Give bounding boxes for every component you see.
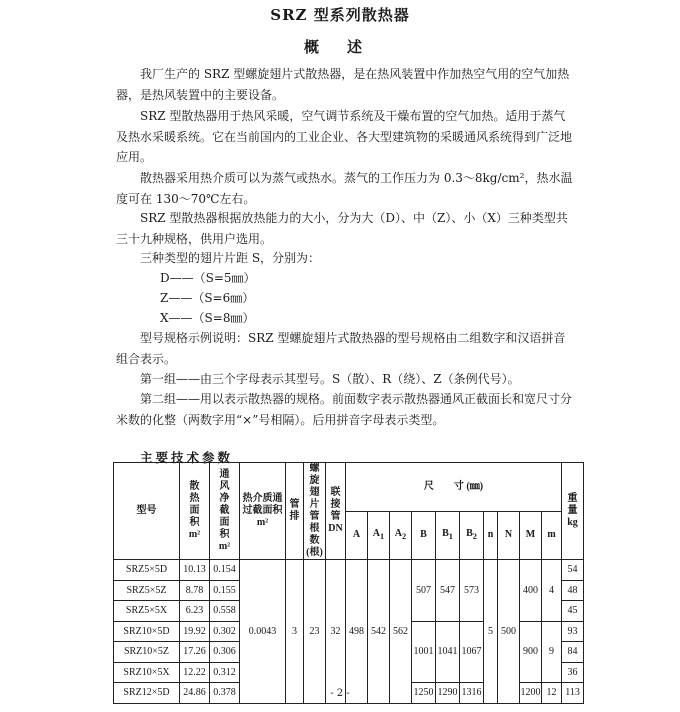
cell-b1: 1290 xyxy=(436,683,460,704)
table-row xyxy=(114,560,584,581)
col-b2-header: $B_2$ xyxy=(460,511,484,560)
spacing-x: X——（S=8㎜） xyxy=(160,311,255,325)
page-number: - 2 - xyxy=(330,688,350,699)
cell-b2: 1316 xyxy=(460,683,484,704)
col-model-header: 型号 xyxy=(114,463,180,560)
col-tubes-header: 螺旋翅片管根数 (根) xyxy=(304,463,326,560)
paragraph-intro: 我厂生产的 SRZ 型螺旋翅片式散热器，是在热风装置中作加热空气用的空气加热器，是热风装置中的主要设备。 xyxy=(116,67,570,102)
cell-weight: 84 xyxy=(562,642,584,663)
cell-n: 5 xyxy=(484,560,498,704)
cell-area: 8.78 xyxy=(180,580,210,601)
col-weight-header: 重量 kg xyxy=(562,463,584,560)
col-b-header: B xyxy=(412,511,436,560)
cell-model: SRZ10×5D xyxy=(114,621,180,642)
cell-vent: 0.155 xyxy=(210,580,240,601)
spacing-d: D——（S=5㎜） xyxy=(160,271,256,285)
cell-a1: 542 xyxy=(368,560,390,704)
col-a-header: A xyxy=(346,511,368,560)
paragraph-usage: SRZ 型散热器用于热风采暖，空气调节系统及干燥布置的空气加热。适用于蒸气及热水采暖系统。它在当前国内的工业企业、各大型建筑物的采暖通风系统得到广泛地应用。 xyxy=(116,109,573,164)
cell-vent: 0.312 xyxy=(210,662,240,683)
cell-a2: 562 xyxy=(390,560,412,704)
cell-area: 24.86 xyxy=(180,683,210,704)
col-m-header: m xyxy=(542,511,562,560)
cell-vent: 0.558 xyxy=(210,601,240,622)
paragraph-group-two: 第二组——用以表示散热器的规格。前面数字表示散热器通风正截面长和宽尺寸分米数的化整（两数字用“×”号相隔）。后用拼音字母表示类型。 xyxy=(116,392,573,427)
cell-model: SRZ10×5Z xyxy=(114,642,180,663)
cell-b2: 573 xyxy=(460,560,484,622)
cell-cap-m: 1200 xyxy=(520,683,542,704)
section-heading: 概述 xyxy=(303,38,390,56)
cell-medium: 0.0043 xyxy=(240,560,286,704)
cell-conn: 32 xyxy=(326,560,346,704)
col-b1-header: $B_1$ xyxy=(436,511,460,560)
paragraph-group-one: 第一组——由三个字母表示其型号。S（散）、R（绕）、Z（条例代号）。 xyxy=(140,372,520,386)
cell-m: 4 xyxy=(542,560,562,622)
cell-a: 498 xyxy=(346,560,368,704)
col-n-header: n xyxy=(484,511,498,560)
cell-vent: 0.306 xyxy=(210,642,240,663)
spec-table xyxy=(113,462,584,704)
col-cap-m-header: M xyxy=(520,511,542,560)
cell-model: SRZ5×5D xyxy=(114,560,180,581)
cell-b2: 1067 xyxy=(460,621,484,683)
col-conn-header: 联接管 DN xyxy=(326,463,346,560)
spacing-z: Z——（S=6㎜） xyxy=(160,291,255,305)
cell-m: 12 xyxy=(542,683,562,704)
cell-model: SRZ5×5Z xyxy=(114,580,180,601)
paragraph-model-example: 型号规格示例说明：SRZ 型螺旋翅片式散热器的型号规格由二组数字和汉语拼音组合表示。 xyxy=(116,331,566,366)
cell-cap-n: 500 xyxy=(498,560,520,704)
cell-weight: 93 xyxy=(562,621,584,642)
col-a2-header: $A_2$ xyxy=(390,511,412,560)
cell-area: 6.23 xyxy=(180,601,210,622)
cell-b1: 547 xyxy=(436,560,460,622)
cell-b1: 1041 xyxy=(436,621,460,683)
cell-cap-m: 900 xyxy=(520,621,542,683)
paragraph-spacing-intro: 三种类型的翅片片距 S，分别为： xyxy=(140,251,321,265)
cell-m: 9 xyxy=(542,621,562,683)
cell-model: SRZ12×5D xyxy=(114,683,180,704)
cell-rows: 3 xyxy=(286,560,304,704)
cell-area: 10.13 xyxy=(180,560,210,581)
col-a1-header: $A_1$ xyxy=(368,511,390,560)
cell-model: SRZ5×5X xyxy=(114,601,180,622)
document-title: SRZ 型系列散热器 xyxy=(270,6,410,24)
cell-area: 17.26 xyxy=(180,642,210,663)
cell-b: 507 xyxy=(412,560,436,622)
cell-weight: 36 xyxy=(562,662,584,683)
cell-b: 1250 xyxy=(412,683,436,704)
cell-weight: 48 xyxy=(562,580,584,601)
cell-vent: 0.302 xyxy=(210,621,240,642)
cell-tubes: 23 xyxy=(304,560,326,704)
cell-b: 1001 xyxy=(412,621,436,683)
col-vent-header: 通风净截面积 m² xyxy=(210,463,240,560)
col-rows-header: 管排 xyxy=(286,463,304,560)
cell-area: 12.22 xyxy=(180,662,210,683)
cell-weight: 54 xyxy=(562,560,584,581)
col-dims-header: 尺 寸 (㎜) xyxy=(346,463,562,512)
cell-area: 19.92 xyxy=(180,621,210,642)
paragraph-medium: 散热器采用热介质可以为蒸气或热水。蒸气的工作压力为 0.3～8kg/cm²，热水温度可在 130～70℃左右。 xyxy=(116,171,573,206)
cell-cap-m: 400 xyxy=(520,560,542,622)
cell-vent: 0.154 xyxy=(210,560,240,581)
paragraph-types: SRZ 型散热器根据放热能力的大小，分为大（D）、中（Z）、小（X）三种类型共三十九种规格，供用户选用。 xyxy=(116,211,568,246)
col-area-header: 散热面积 m² xyxy=(180,463,210,560)
table-caption: 主要技术参数 xyxy=(140,450,234,465)
cell-weight: 113 xyxy=(562,683,584,704)
col-cap-n-header: N xyxy=(498,511,520,560)
cell-vent: 0.378 xyxy=(210,683,240,704)
cell-model: SRZ10×5X xyxy=(114,662,180,683)
col-medium-header: 热介质通过截面积 m² xyxy=(240,463,286,560)
cell-weight: 45 xyxy=(562,601,584,622)
